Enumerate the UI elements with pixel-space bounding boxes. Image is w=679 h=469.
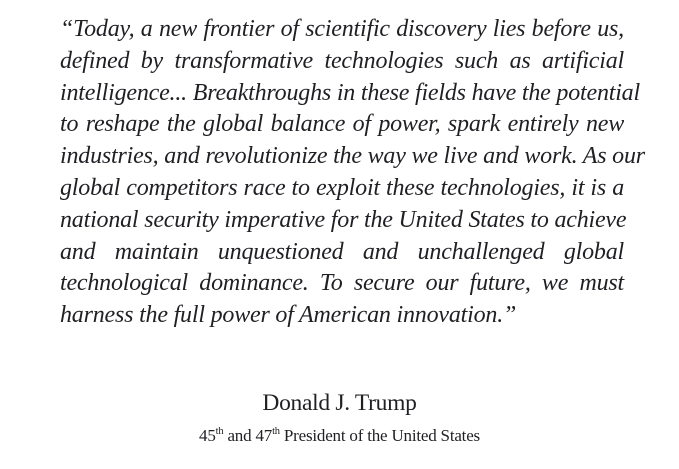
ordinal-number: 45 xyxy=(199,426,216,445)
quote-line: industries, and revolutionize the way we live and work. As our xyxy=(60,143,645,170)
quote-line: to reshape the global balance of power, spark entirely new xyxy=(60,111,624,138)
author-name: Donald J. Trump xyxy=(262,390,417,416)
quote-line: technological dominance. To secure our future, we must xyxy=(60,270,624,297)
ordinal-number: 47 xyxy=(255,426,273,445)
quote-line: intelligence... Breakthroughs in these fields have the potential xyxy=(60,79,640,106)
ordinal-suffix: th xyxy=(272,426,280,437)
quote-line: and maintain unquestioned and unchallenged global xyxy=(60,238,624,265)
quote-line: national security imperative for the United States to achieve xyxy=(60,206,627,233)
quote-line: defined by transformative technologies such as artificial xyxy=(60,47,624,74)
quote-block xyxy=(60,14,645,332)
ordinal-suffix: th xyxy=(215,426,224,437)
quote-line: “Today, a new frontier of scientific discovery lies before us, xyxy=(60,16,624,42)
quote-line: global competitors race to exploit these technologies, it is a xyxy=(60,174,624,201)
title-text: President of the United States xyxy=(279,426,480,445)
author-title xyxy=(0,424,679,448)
quote-line: harness the full power of American innovation.” xyxy=(60,302,517,329)
title-connector: and xyxy=(223,426,256,445)
